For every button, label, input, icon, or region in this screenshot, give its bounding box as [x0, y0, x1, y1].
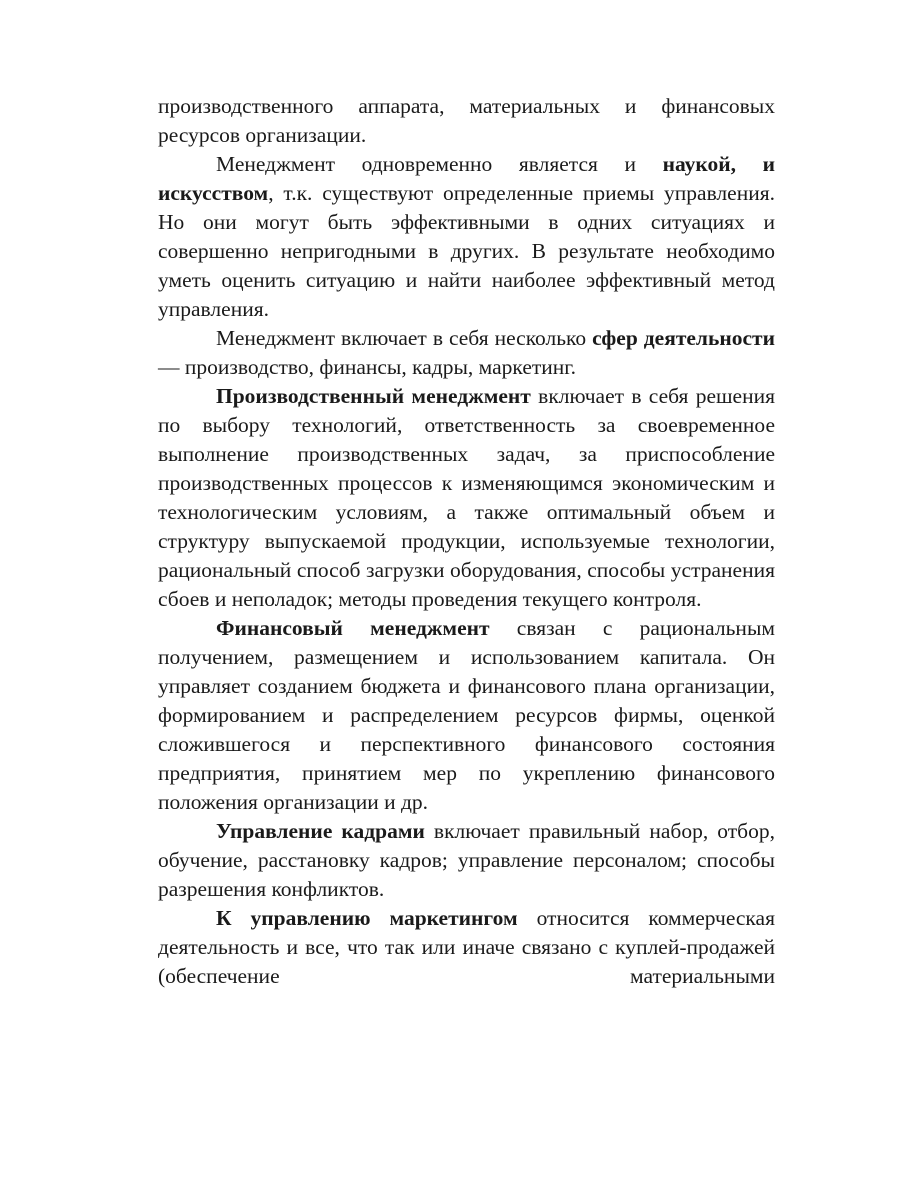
paragraph-text: связан с рациональным получением, размещением и использованием капитала. Он управляет созданием бюджета и финансового плана организации, формированием и распределением ресурсов фирмы, оценкой сложившегося и перспективного финансового состояния предприятия, принятием мер по укреплению финансового положения организации и др. [158, 616, 775, 814]
paragraph-continuation [158, 92, 775, 150]
paragraph-text: , т.к. существуют определенные приемы управления. Но они могут быть эффективными в одних ситуациях и совершенно непригодными в других. В результате необходимо уметь оценить ситуацию и найти наиболее эффективный метод управления. [158, 181, 775, 321]
paragraph-hr-management [158, 817, 775, 904]
paragraph-text: — производство, финансы, кадры, маркетинг. [158, 355, 577, 379]
bold-term: Управление кадрами [216, 819, 425, 843]
paragraph-text: включает в себя решения по выбору технологий, ответственность за своевременное выполнение производственных задач, за приспособление производственных процессов к изменяющимся экономическим и технологическим условиям, а также оптимальный объем и структуру выпускаемой продукции, используемые технологии, рациональный способ загрузки оборудования, способы устранения сбоев и неполадок; методы проведения текущего контроля. [158, 384, 775, 611]
bold-term: Производственный менеджмент [216, 384, 531, 408]
bold-term: К управлению маркетингом [216, 906, 518, 930]
paragraph-production-management [158, 382, 775, 614]
body-text [158, 92, 775, 991]
paragraph-science-art [158, 150, 775, 324]
paragraph-text: производственного аппарата, материальных и финансовых ресурсов организации. [158, 94, 775, 147]
paragraph-marketing-management [158, 904, 775, 991]
paragraph-text: относится коммерческая деятельность и все, что так или иначе связано с куплей-продажей (обеспечение материальными [158, 906, 775, 988]
paragraph-text: Менеджмент одновременно является и [216, 152, 663, 176]
bold-term: сфер деятельности [592, 326, 775, 350]
paragraph-text: включает правильный набор, отбор, обучение, расстановку кадров; управление персоналом; способы разрешения конфликтов. [158, 819, 775, 901]
paragraph-text: Менеджмент включает в себя несколько [216, 326, 593, 350]
paragraph-spheres [158, 324, 775, 382]
bold-term: наукой, и искусством [158, 152, 775, 205]
paragraph-financial-management [158, 614, 775, 817]
bold-term: Финансовый менеджмент [216, 616, 490, 640]
